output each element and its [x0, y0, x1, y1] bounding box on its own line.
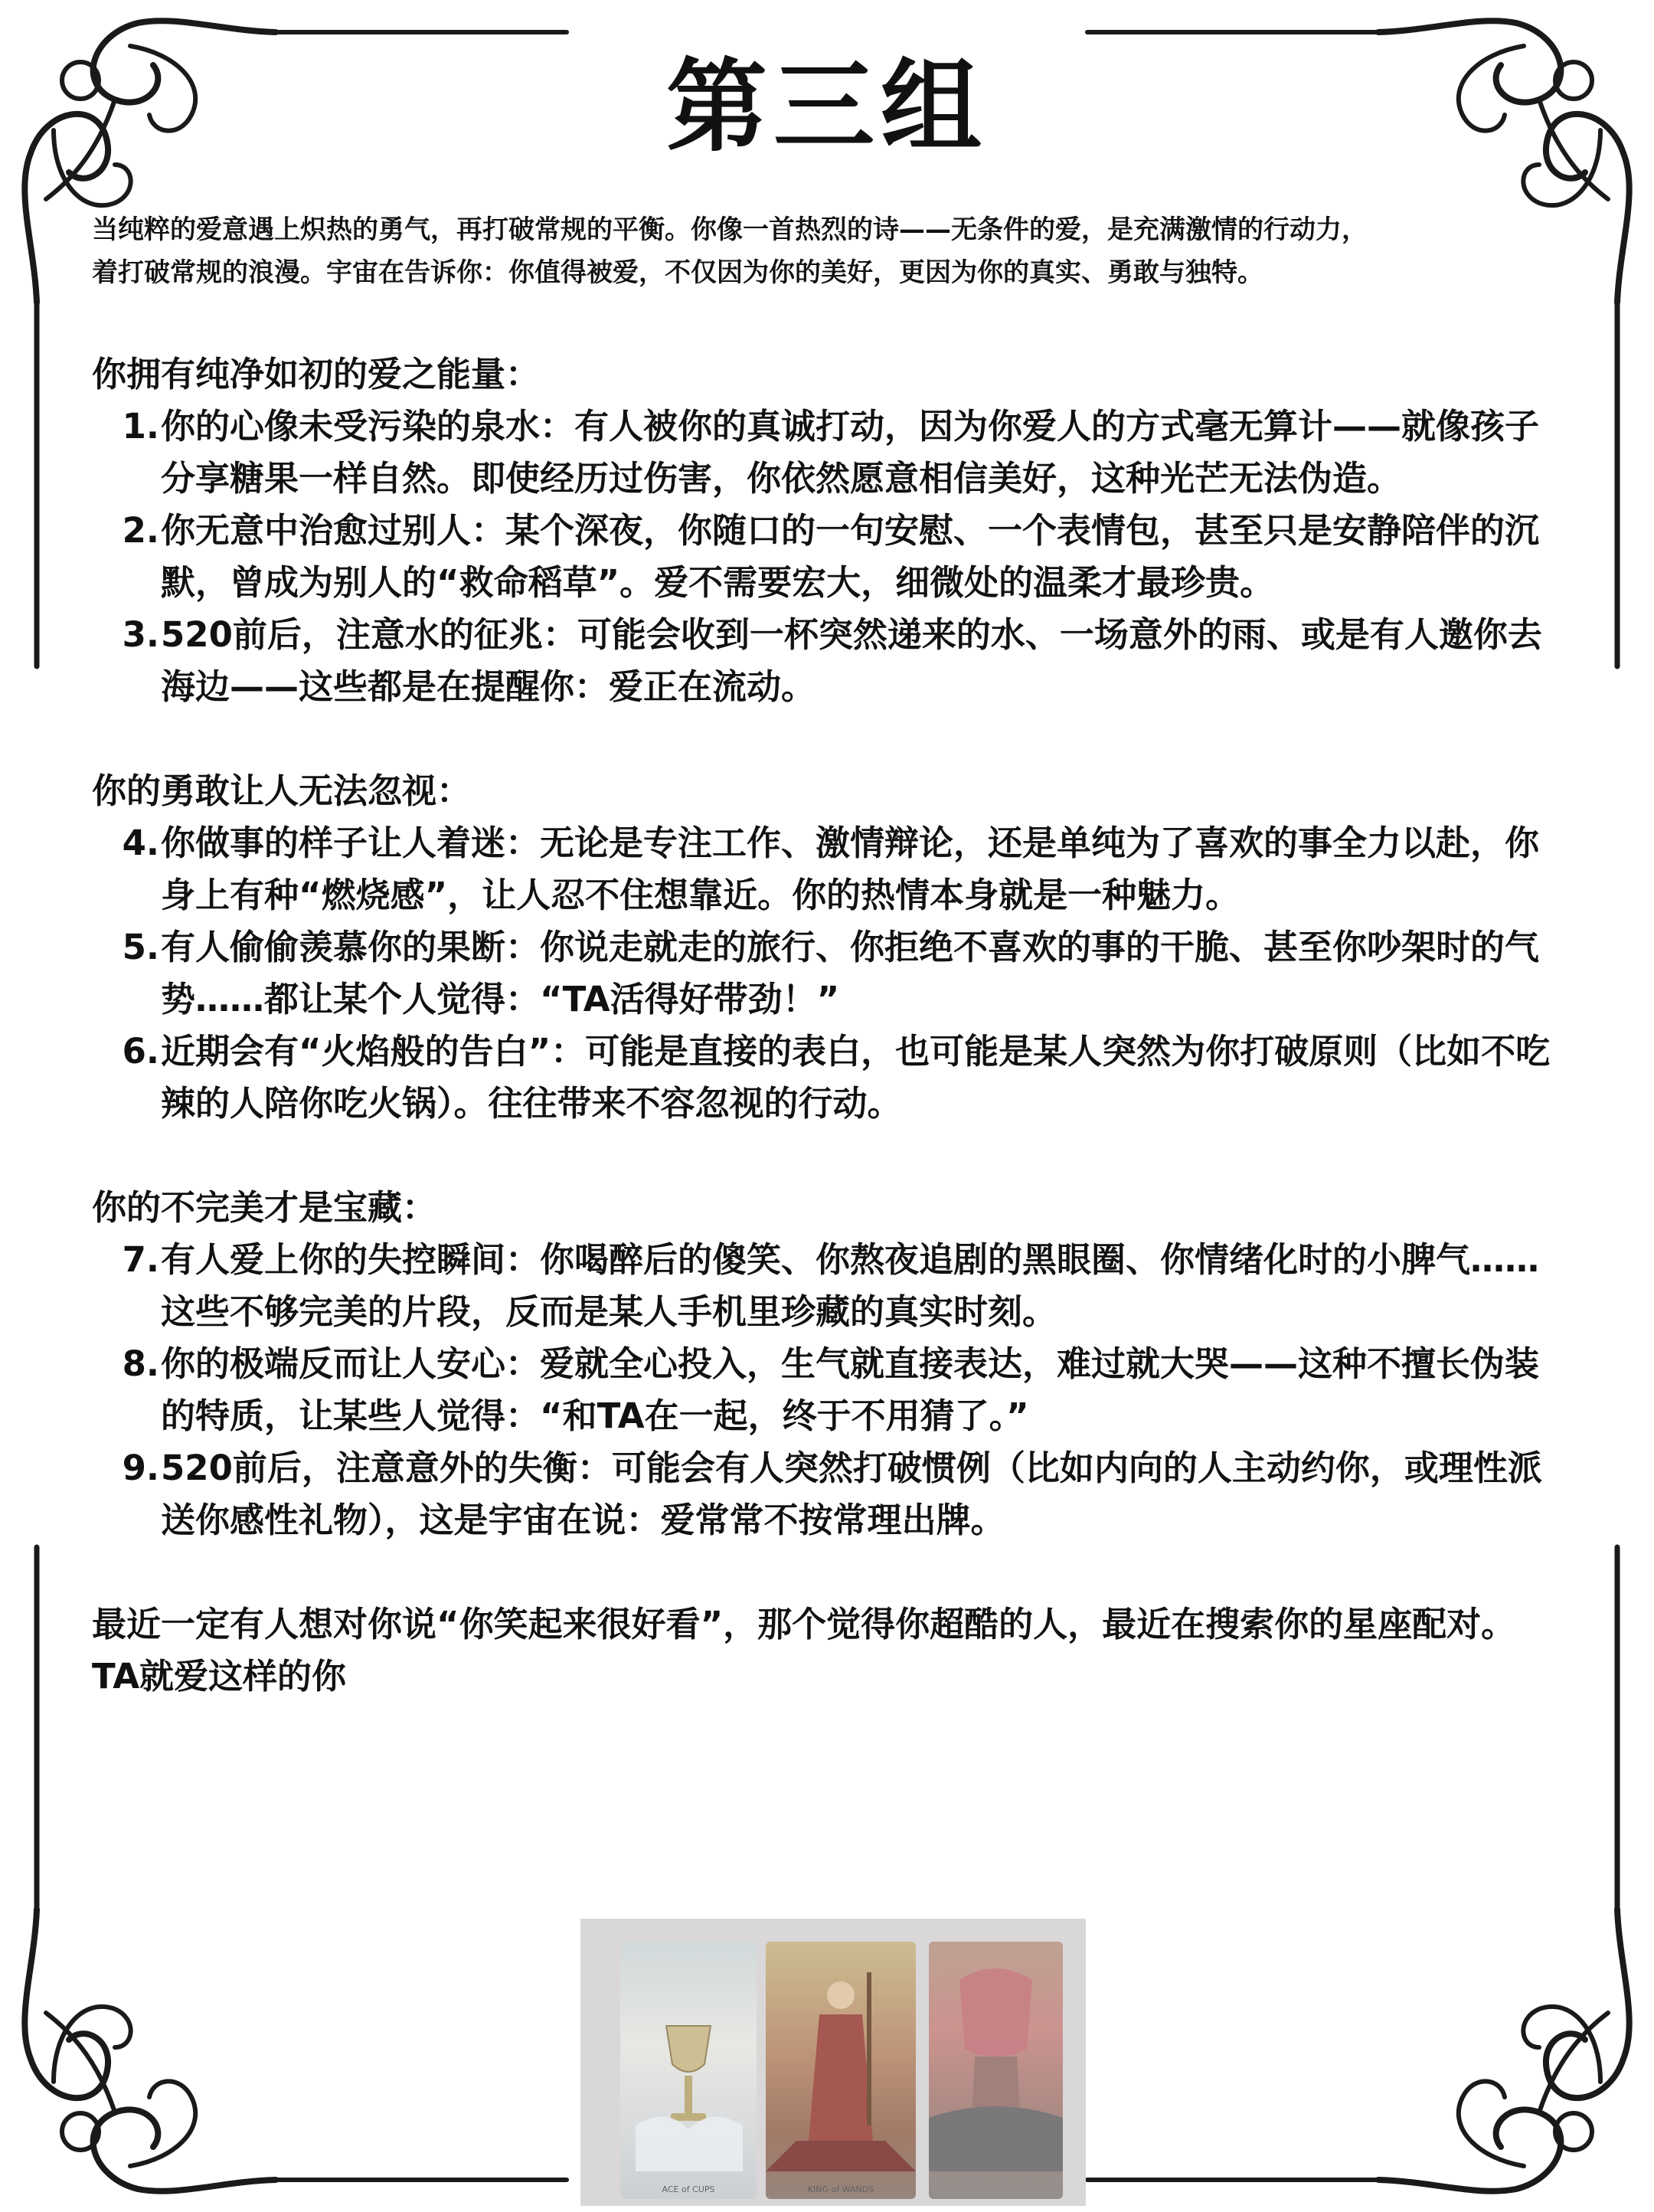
tarot-card-king-of-wands	[766, 1942, 916, 2199]
list-item	[92, 1234, 1562, 1338]
list-item	[92, 1442, 1562, 1546]
list-item	[92, 609, 1562, 713]
tarot-card-ace-of-cups	[620, 1942, 757, 2199]
item-text: 近期会有“火焰般的告白”：可能是直接的表白，也可能是某人突然为你打破原则（比如不吃辣的人陪你吃火锅）。往往带来不容忽视的行动。	[161, 1031, 1551, 1124]
intro-paragraph	[92, 208, 1566, 294]
item-text: 你做事的样子让人着迷：无论是专注工作、激情辩论，还是单纯为了喜欢的事全力以赴，你身上有种“燃烧感”，让人忍不住想靠近。你的热情本身就是一种魅力。	[161, 823, 1540, 915]
item-number: 9.	[122, 1448, 159, 1488]
item-number: 5.	[122, 927, 159, 967]
intro-line: 当纯粹的爱意遇上炽热的勇气，再打破常规的平衡。你像一首热烈的诗——无条件的爱，是充满激情的行动力，	[92, 214, 1368, 245]
closing-paragraph: 最近一定有人想对你说“你笑起来很好看”，那个觉得你超酷的人，最近在搜索你的星座配对。TA就爱这样的你	[92, 1604, 1516, 1697]
section-heading: 你的不完美才是宝藏：	[92, 1187, 437, 1228]
corner-ornament-bottom-right	[1378, 1909, 1629, 2191]
list-item	[92, 401, 1562, 505]
card-label: ACE of CUPS	[662, 2184, 715, 2194]
section-courage	[92, 765, 1562, 1130]
item-text: 你的极端反而让人安心：爱就全心投入，生气就直接表达，难过就大哭——这种不擅长伪装的特质，让某些人觉得：“和TA在一起，终于不用猜了。”	[161, 1343, 1540, 1436]
item-text: 520前后，注意意外的失衡：可能会有人突然打破惯例（比如内向的人主动约你，或理性派送你感性礼物），这是宇宙在说：爱常常不按常理出牌。	[161, 1448, 1542, 1540]
tarot-cards-photo	[580, 1919, 1086, 2206]
corner-ornament-bottom-left	[25, 1909, 276, 2191]
item-text: 有人爱上你的失控瞬间：你喝醉后的傻笑、你熬夜追剧的黑眼圈、你情绪化时的小脾气……这些不够完美的片段，反而是某人手机里珍藏的真实时刻。	[161, 1239, 1540, 1332]
item-number: 6.	[122, 1031, 159, 1072]
item-text: 你无意中治愈过别人：某个深夜，你随口的一句安慰、一个表情包，甚至只是安静陪伴的沉默，曾成为别人的“救命稻草”。爱不需要宏大，细微处的温柔才最珍贵。	[161, 510, 1540, 603]
item-number: 2.	[122, 510, 159, 551]
list-item	[92, 1026, 1562, 1130]
item-number: 7.	[122, 1239, 159, 1280]
section-heading: 你的勇敢让人无法忽视：	[92, 771, 472, 811]
item-number: 3.	[122, 614, 159, 655]
list-item	[92, 1338, 1562, 1442]
item-number: 8.	[122, 1343, 159, 1384]
item-number: 1.	[122, 406, 159, 447]
section-love-energy	[92, 348, 1562, 713]
section-imperfection	[92, 1182, 1562, 1546]
main-content	[92, 348, 1562, 1703]
item-text: 你的心像未受污染的泉水：有人被你的真诚打动，因为你爱人的方式毫无算计——就像孩子分享糖果一样自然。即使经历过伤害，你依然愿意相信美好，这种光芒无法伪造。	[161, 406, 1540, 499]
intro-line: 着打破常规的浪漫。宇宙在告诉你：你值得被爱，不仅因为你的美好，更因为你的真实、勇敢与独特。	[92, 257, 1263, 288]
list-item	[92, 921, 1562, 1026]
list-item	[92, 505, 1562, 609]
figure-icon	[929, 1942, 1063, 2171]
page-title: 第三组	[666, 48, 988, 166]
list-item	[92, 817, 1562, 921]
tarot-card-third	[929, 1942, 1063, 2199]
king-figure-icon	[766, 1942, 916, 2171]
section-heading: 你拥有纯净如初的爱之能量：	[92, 354, 541, 394]
item-number: 4.	[122, 823, 159, 863]
card-label: KING of WANDS	[807, 2184, 874, 2194]
chalice-icon	[620, 1942, 757, 2171]
item-text: 有人偷偷羡慕你的果断：你说走就走的旅行、你拒绝不喜欢的事的干脆、甚至你吵架时的气势……都让某个人觉得：“TA活得好带劲！”	[161, 927, 1540, 1019]
item-text: 520前后，注意水的征兆：可能会收到一杯突然递来的水、一场意外的雨、或是有人邀你去海边——这些都是在提醒你：爱正在流动。	[161, 614, 1542, 707]
